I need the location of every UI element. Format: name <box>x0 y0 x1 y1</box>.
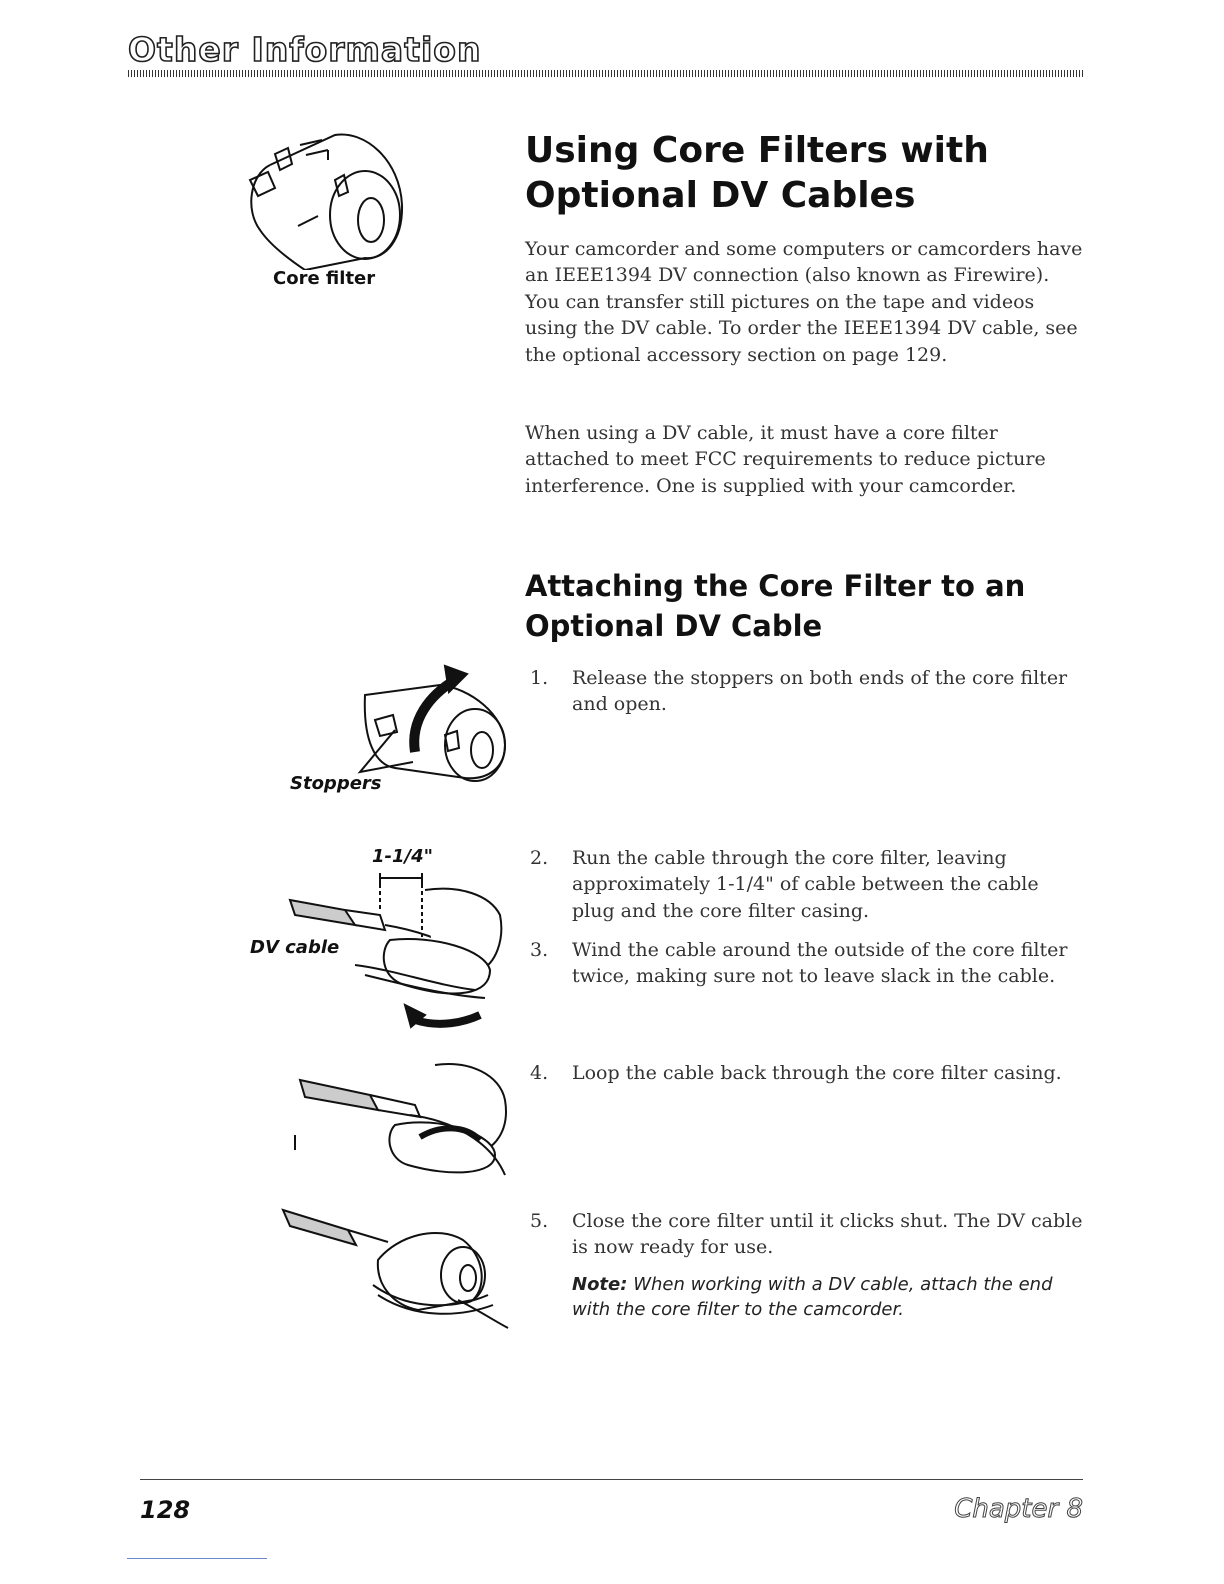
step-text: Loop the cable back through the core filter casing. <box>572 1062 1062 1084</box>
section1-title-line1: Using Core Filters with <box>525 130 989 171</box>
header-rule <box>128 70 1083 77</box>
section1-title-line2: Optional DV Cables <box>525 175 916 216</box>
cable-loop-illustration <box>290 1055 520 1180</box>
section2-title-line1: Attaching the Core Filter to an <box>525 569 1026 603</box>
caption-core-filter: Core filter <box>273 268 376 289</box>
step-text: Run the cable through the core filter, leaving approximately 1-1/4" of cable between the cable plug and the core filter casing. <box>572 847 1039 922</box>
step-number: 3. <box>530 939 549 961</box>
section1-title <box>525 128 1085 218</box>
section2-title-line2: Optional DV Cable <box>525 609 823 643</box>
step-number: 4. <box>530 1062 549 1084</box>
step-number: 1. <box>530 667 549 689</box>
closed-filter-illustration <box>278 1200 513 1330</box>
footer-rule <box>140 1479 1083 1480</box>
note-label: Note: <box>572 1274 628 1295</box>
page-number: 128 <box>140 1496 191 1524</box>
page-header-title: Other Information <box>128 30 482 69</box>
note-text: When working with a DV cable, attach the end with the core filter to the camcorder. <box>572 1274 1053 1320</box>
core-filter-illustration <box>240 120 410 270</box>
bottom-accent-line <box>127 1558 267 1559</box>
chapter-label: Chapter 8 <box>954 1494 1083 1524</box>
step-number: 5. <box>530 1210 549 1232</box>
note <box>572 1272 1072 1322</box>
step-text: Wind the cable around the outside of the core filter twice, making sure not to leave slack in the cable. <box>572 939 1068 988</box>
section1-paragraph-1: Your camcorder and some computers or camcorders have an IEEE1394 DV connection (also known as Firewire). You can transfer still pictures on the tape and videos using the DV cable. To order the IEEE1394 DV cable, see the optional accessory section on page 129. <box>525 238 1083 366</box>
step-text: Close the core filter until it clicks shut. The DV cable is now ready for use. <box>572 1210 1083 1259</box>
step-text: Release the stoppers on both ends of the core filter and open. <box>572 667 1068 716</box>
stoppers-illustration <box>335 660 515 790</box>
caption-stoppers: Stoppers <box>290 773 382 794</box>
caption-dv-cable: DV cable <box>250 937 340 958</box>
caption-dimension: 1-1/4" <box>372 846 433 867</box>
step-number: 2. <box>530 847 549 869</box>
section1-paragraph-2: When using a DV cable, it must have a core filter attached to meet FCC requirements to reduce picture interference. One is supplied with your camcorder. <box>525 422 1046 497</box>
section2-title <box>525 566 1085 646</box>
